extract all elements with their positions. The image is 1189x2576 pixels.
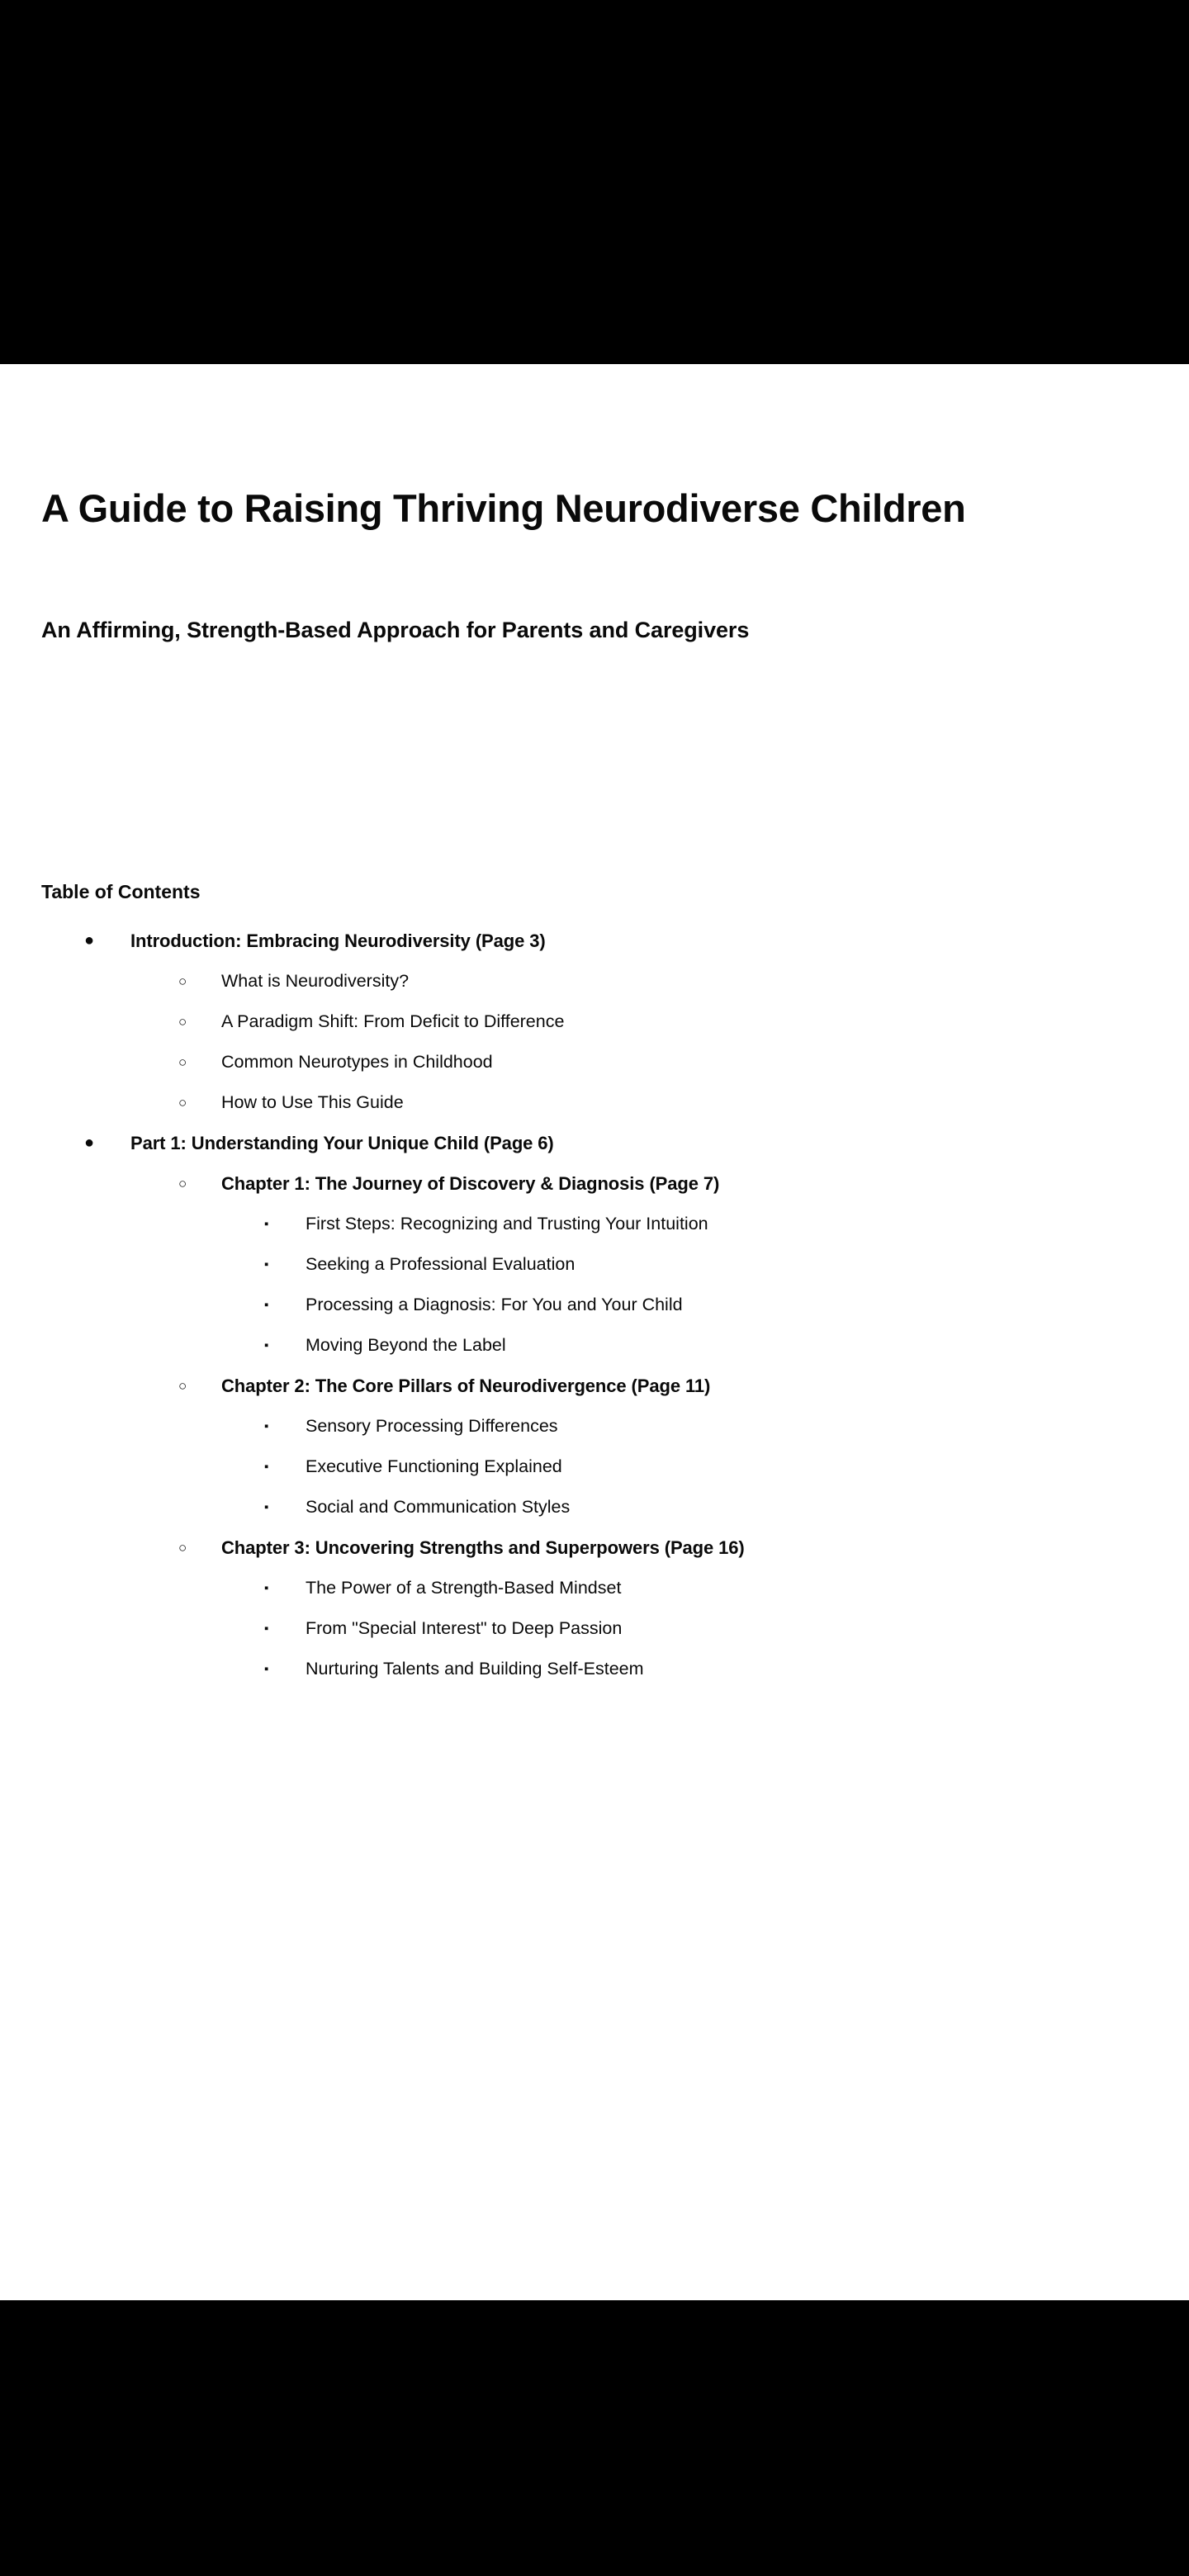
- toc-entry-label: First Steps: Recognizing and Trusting Your Intuition: [306, 1214, 708, 1234]
- toc-entry-label: Introduction: Embracing Neurodiversity (Page 3): [130, 930, 546, 951]
- circle-icon: ○: [178, 1378, 187, 1394]
- bullet-icon: ●: [84, 931, 95, 949]
- toc-entry-label: A Paradigm Shift: From Deficit to Difference: [221, 1011, 565, 1031]
- table-of-contents-heading: Table of Contents: [41, 881, 201, 902]
- toc-entry[interactable]: [41, 966, 1152, 997]
- toc-entry[interactable]: [41, 1492, 1152, 1522]
- square-icon: ▪: [264, 1622, 269, 1636]
- document-page: [0, 364, 1189, 2300]
- circle-icon: ○: [178, 1054, 187, 1070]
- toc-entry-label: Moving Beyond the Label: [306, 1335, 506, 1355]
- toc-entry[interactable]: [41, 1613, 1152, 1644]
- toc-entry-label: Chapter 1: The Journey of Discovery & Diagnosis (Page 7): [221, 1173, 720, 1194]
- toc-entry[interactable]: [41, 1532, 1152, 1563]
- square-icon: ▪: [264, 1500, 269, 1514]
- toc-entry[interactable]: [41, 1128, 1152, 1158]
- toc-entry[interactable]: [41, 1087, 1152, 1118]
- toc-entry[interactable]: [41, 1411, 1152, 1442]
- toc-entry-label: Processing a Diagnosis: For You and Your Child: [306, 1295, 683, 1314]
- circle-icon: ○: [178, 973, 187, 989]
- toc-entry[interactable]: [41, 1451, 1152, 1482]
- square-icon: ▪: [264, 1338, 269, 1352]
- table-of-contents-list: [41, 926, 1152, 1694]
- toc-entry-label: Sensory Processing Differences: [306, 1416, 558, 1436]
- letterbox-bar-bottom: [0, 2300, 1189, 2576]
- toc-entry[interactable]: [41, 1047, 1152, 1077]
- square-icon: ▪: [264, 1662, 269, 1676]
- document-subtitle: An Affirming, Strength-Based Approach for Parents and Caregivers: [41, 618, 750, 642]
- toc-entry-label: Nurturing Talents and Building Self-Esteem: [306, 1659, 644, 1679]
- square-icon: ▪: [264, 1298, 269, 1312]
- circle-icon: ○: [178, 1095, 187, 1110]
- square-icon: ▪: [264, 1581, 269, 1595]
- letterbox-bar-top: [0, 0, 1189, 364]
- square-icon: ▪: [264, 1419, 269, 1433]
- document-title: A Guide to Raising Thriving Neurodiverse Children: [41, 486, 966, 530]
- toc-entry[interactable]: [41, 1168, 1152, 1199]
- toc-entry-label: Chapter 2: The Core Pillars of Neurodivergence (Page 11): [221, 1376, 711, 1396]
- toc-entry[interactable]: [41, 1573, 1152, 1603]
- circle-icon: ○: [178, 1014, 187, 1030]
- toc-entry-label: Executive Functioning Explained: [306, 1456, 562, 1476]
- toc-entry[interactable]: [41, 1330, 1152, 1361]
- square-icon: ▪: [264, 1257, 269, 1271]
- toc-entry-label: The Power of a Strength-Based Mindset: [306, 1578, 622, 1598]
- toc-entry[interactable]: [41, 1654, 1152, 1684]
- circle-icon: ○: [178, 1176, 187, 1191]
- toc-entry[interactable]: [41, 1371, 1152, 1401]
- toc-entry[interactable]: [41, 926, 1152, 956]
- toc-entry[interactable]: [41, 1006, 1152, 1037]
- toc-entry-label: Common Neurotypes in Childhood: [221, 1052, 493, 1072]
- square-icon: ▪: [264, 1460, 269, 1474]
- toc-entry-label: Seeking a Professional Evaluation: [306, 1254, 576, 1274]
- toc-entry[interactable]: [41, 1249, 1152, 1280]
- toc-entry[interactable]: [41, 1209, 1152, 1239]
- toc-entry-label: Chapter 3: Uncovering Strengths and Superpowers (Page 16): [221, 1537, 745, 1558]
- toc-entry-label: How to Use This Guide: [221, 1092, 404, 1112]
- toc-entry-label: What is Neurodiversity?: [221, 971, 410, 991]
- toc-entry-label: Part 1: Understanding Your Unique Child (Page 6): [130, 1133, 554, 1153]
- square-icon: ▪: [264, 1217, 269, 1231]
- circle-icon: ○: [178, 1540, 187, 1556]
- toc-entry-label: From "Special Interest" to Deep Passion: [306, 1618, 623, 1638]
- bullet-icon: ●: [84, 1134, 95, 1152]
- toc-entry-label: Social and Communication Styles: [306, 1497, 571, 1517]
- toc-entry[interactable]: [41, 1290, 1152, 1320]
